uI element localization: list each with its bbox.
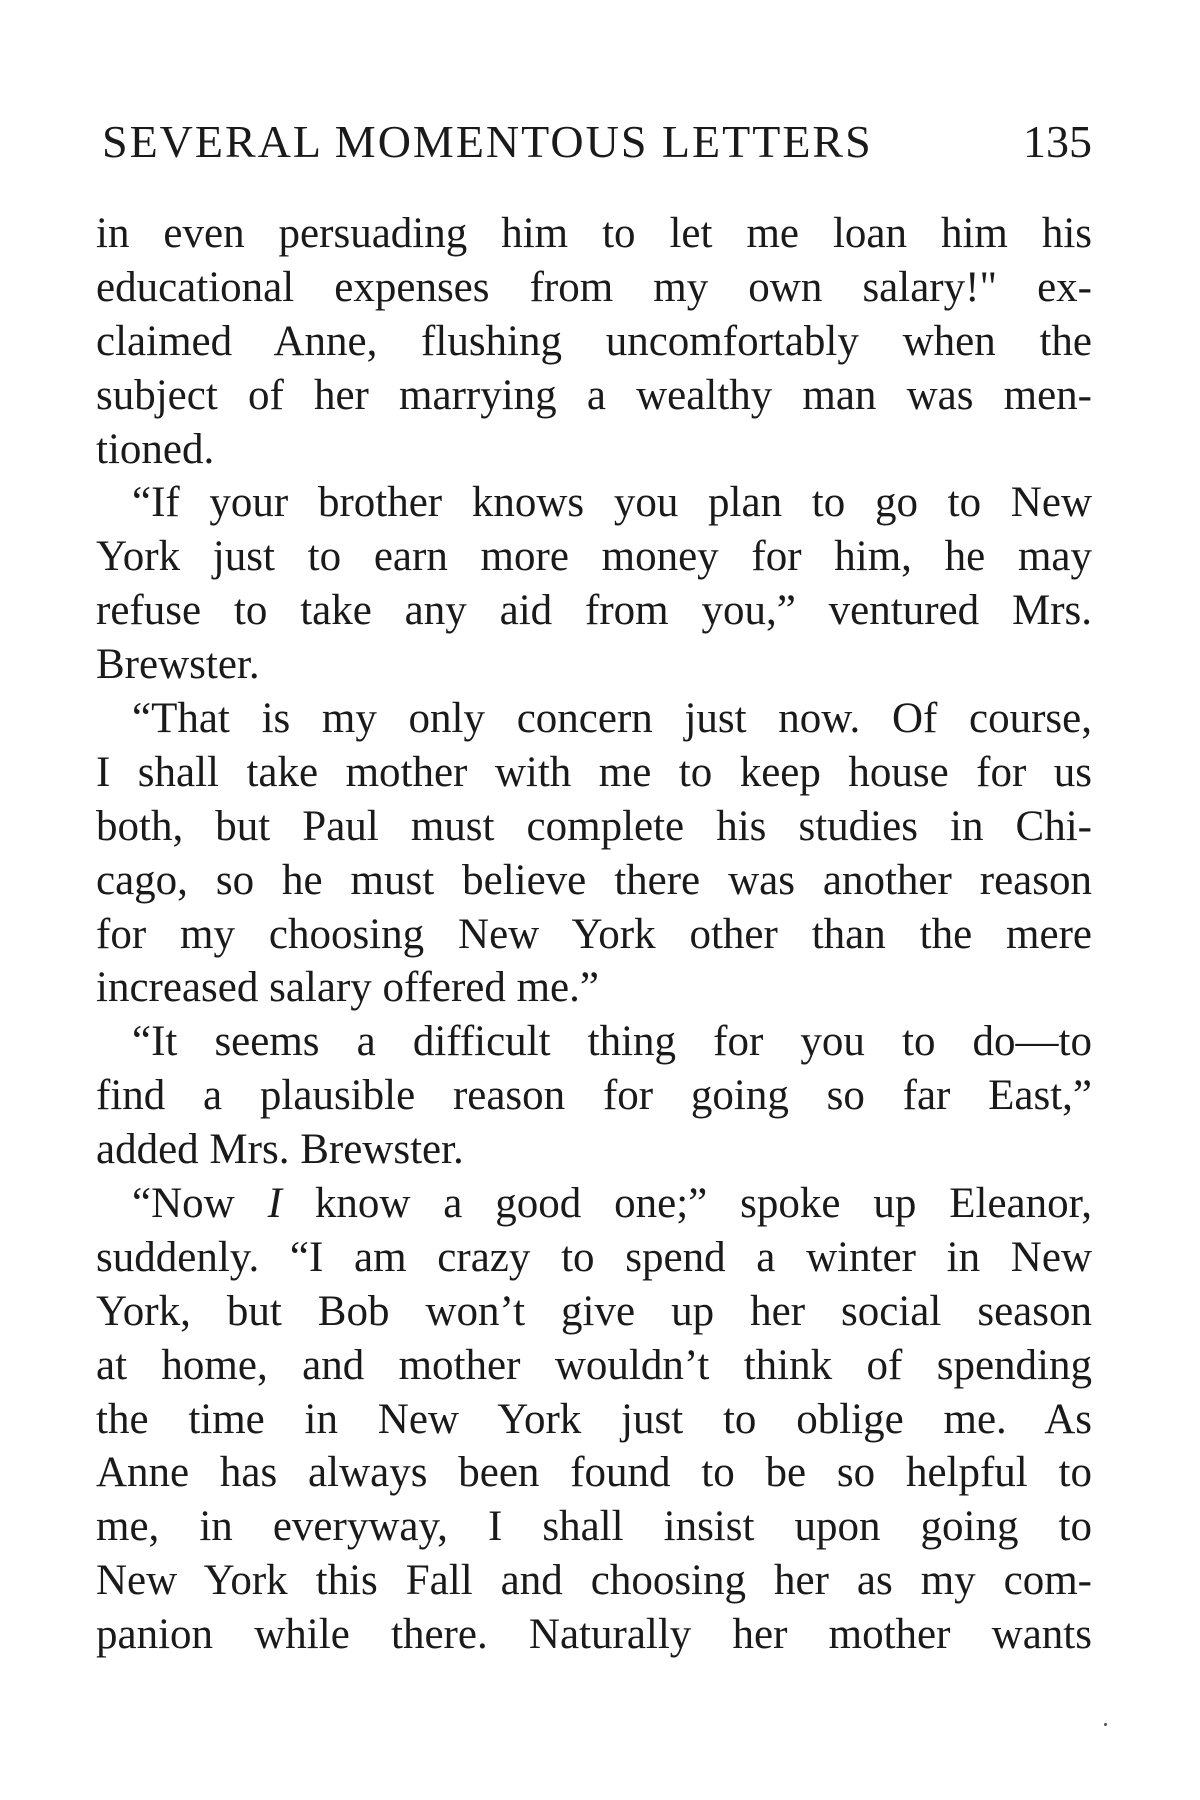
running-head bbox=[102, 112, 1092, 172]
text-line: “Now I know a good one;” spoke up Eleanor, bbox=[132, 1180, 1092, 1228]
text-line: increased salary offered me.” bbox=[96, 964, 599, 1012]
text-line: panion while there. Naturally her mother wants bbox=[96, 1611, 1092, 1659]
text-line: York, but Bob won’t give up her social season bbox=[96, 1287, 1092, 1335]
text-line: Brewster. bbox=[96, 641, 260, 689]
ink-speck bbox=[1104, 1723, 1107, 1726]
page-number: 135 bbox=[1023, 116, 1092, 167]
text-line: added Mrs. Brewster. bbox=[96, 1126, 464, 1174]
text-line: claimed Anne, flushing uncomfortably when the bbox=[96, 317, 1092, 365]
text-line: cago, so he must believe there was another reason bbox=[96, 856, 1092, 904]
text-line: both, but Paul must complete his studies in Chi- bbox=[96, 802, 1092, 850]
text-line: educational expenses from my own salary!" ex- bbox=[96, 263, 1092, 311]
text-line: “It seems a difficult thing for you to do—to bbox=[132, 1018, 1092, 1066]
text-line: “If your brother knows you plan to go to New bbox=[132, 479, 1092, 527]
text-line: “That is my only concern just now. Of course, bbox=[132, 695, 1092, 743]
text-line: Anne has always been found to be so helpful to bbox=[96, 1449, 1092, 1497]
text-line: suddenly. “I am crazy to spend a winter in New bbox=[96, 1233, 1092, 1281]
text-line: tioned. bbox=[96, 425, 215, 473]
running-title: SEVERAL MOMENTOUS LETTERS bbox=[102, 116, 873, 167]
text-line: me, in everyway, I shall insist upon going to bbox=[96, 1503, 1092, 1551]
text-line: in even persuading him to let me loan him his bbox=[96, 210, 1092, 257]
text-line: New York this Fall and choosing her as my com- bbox=[96, 1557, 1092, 1605]
text-line: subject of her marrying a wealthy man was men- bbox=[96, 371, 1092, 419]
body-text bbox=[96, 207, 1092, 1662]
emphasis: I bbox=[267, 1180, 282, 1228]
text-line: I shall take mother with me to keep house for us bbox=[96, 748, 1092, 796]
text-line: at home, and mother wouldn’t think of spending bbox=[96, 1341, 1092, 1389]
text-line: the time in New York just to oblige me. As bbox=[96, 1395, 1092, 1443]
text-line: for my choosing New York other than the mere bbox=[96, 910, 1092, 958]
text-line: find a plausible reason for going so far East,” bbox=[96, 1072, 1092, 1120]
text-line: York just to earn more money for him, he may bbox=[96, 533, 1092, 581]
text-line: refuse to take any aid from you,” ventured Mrs. bbox=[96, 587, 1092, 635]
